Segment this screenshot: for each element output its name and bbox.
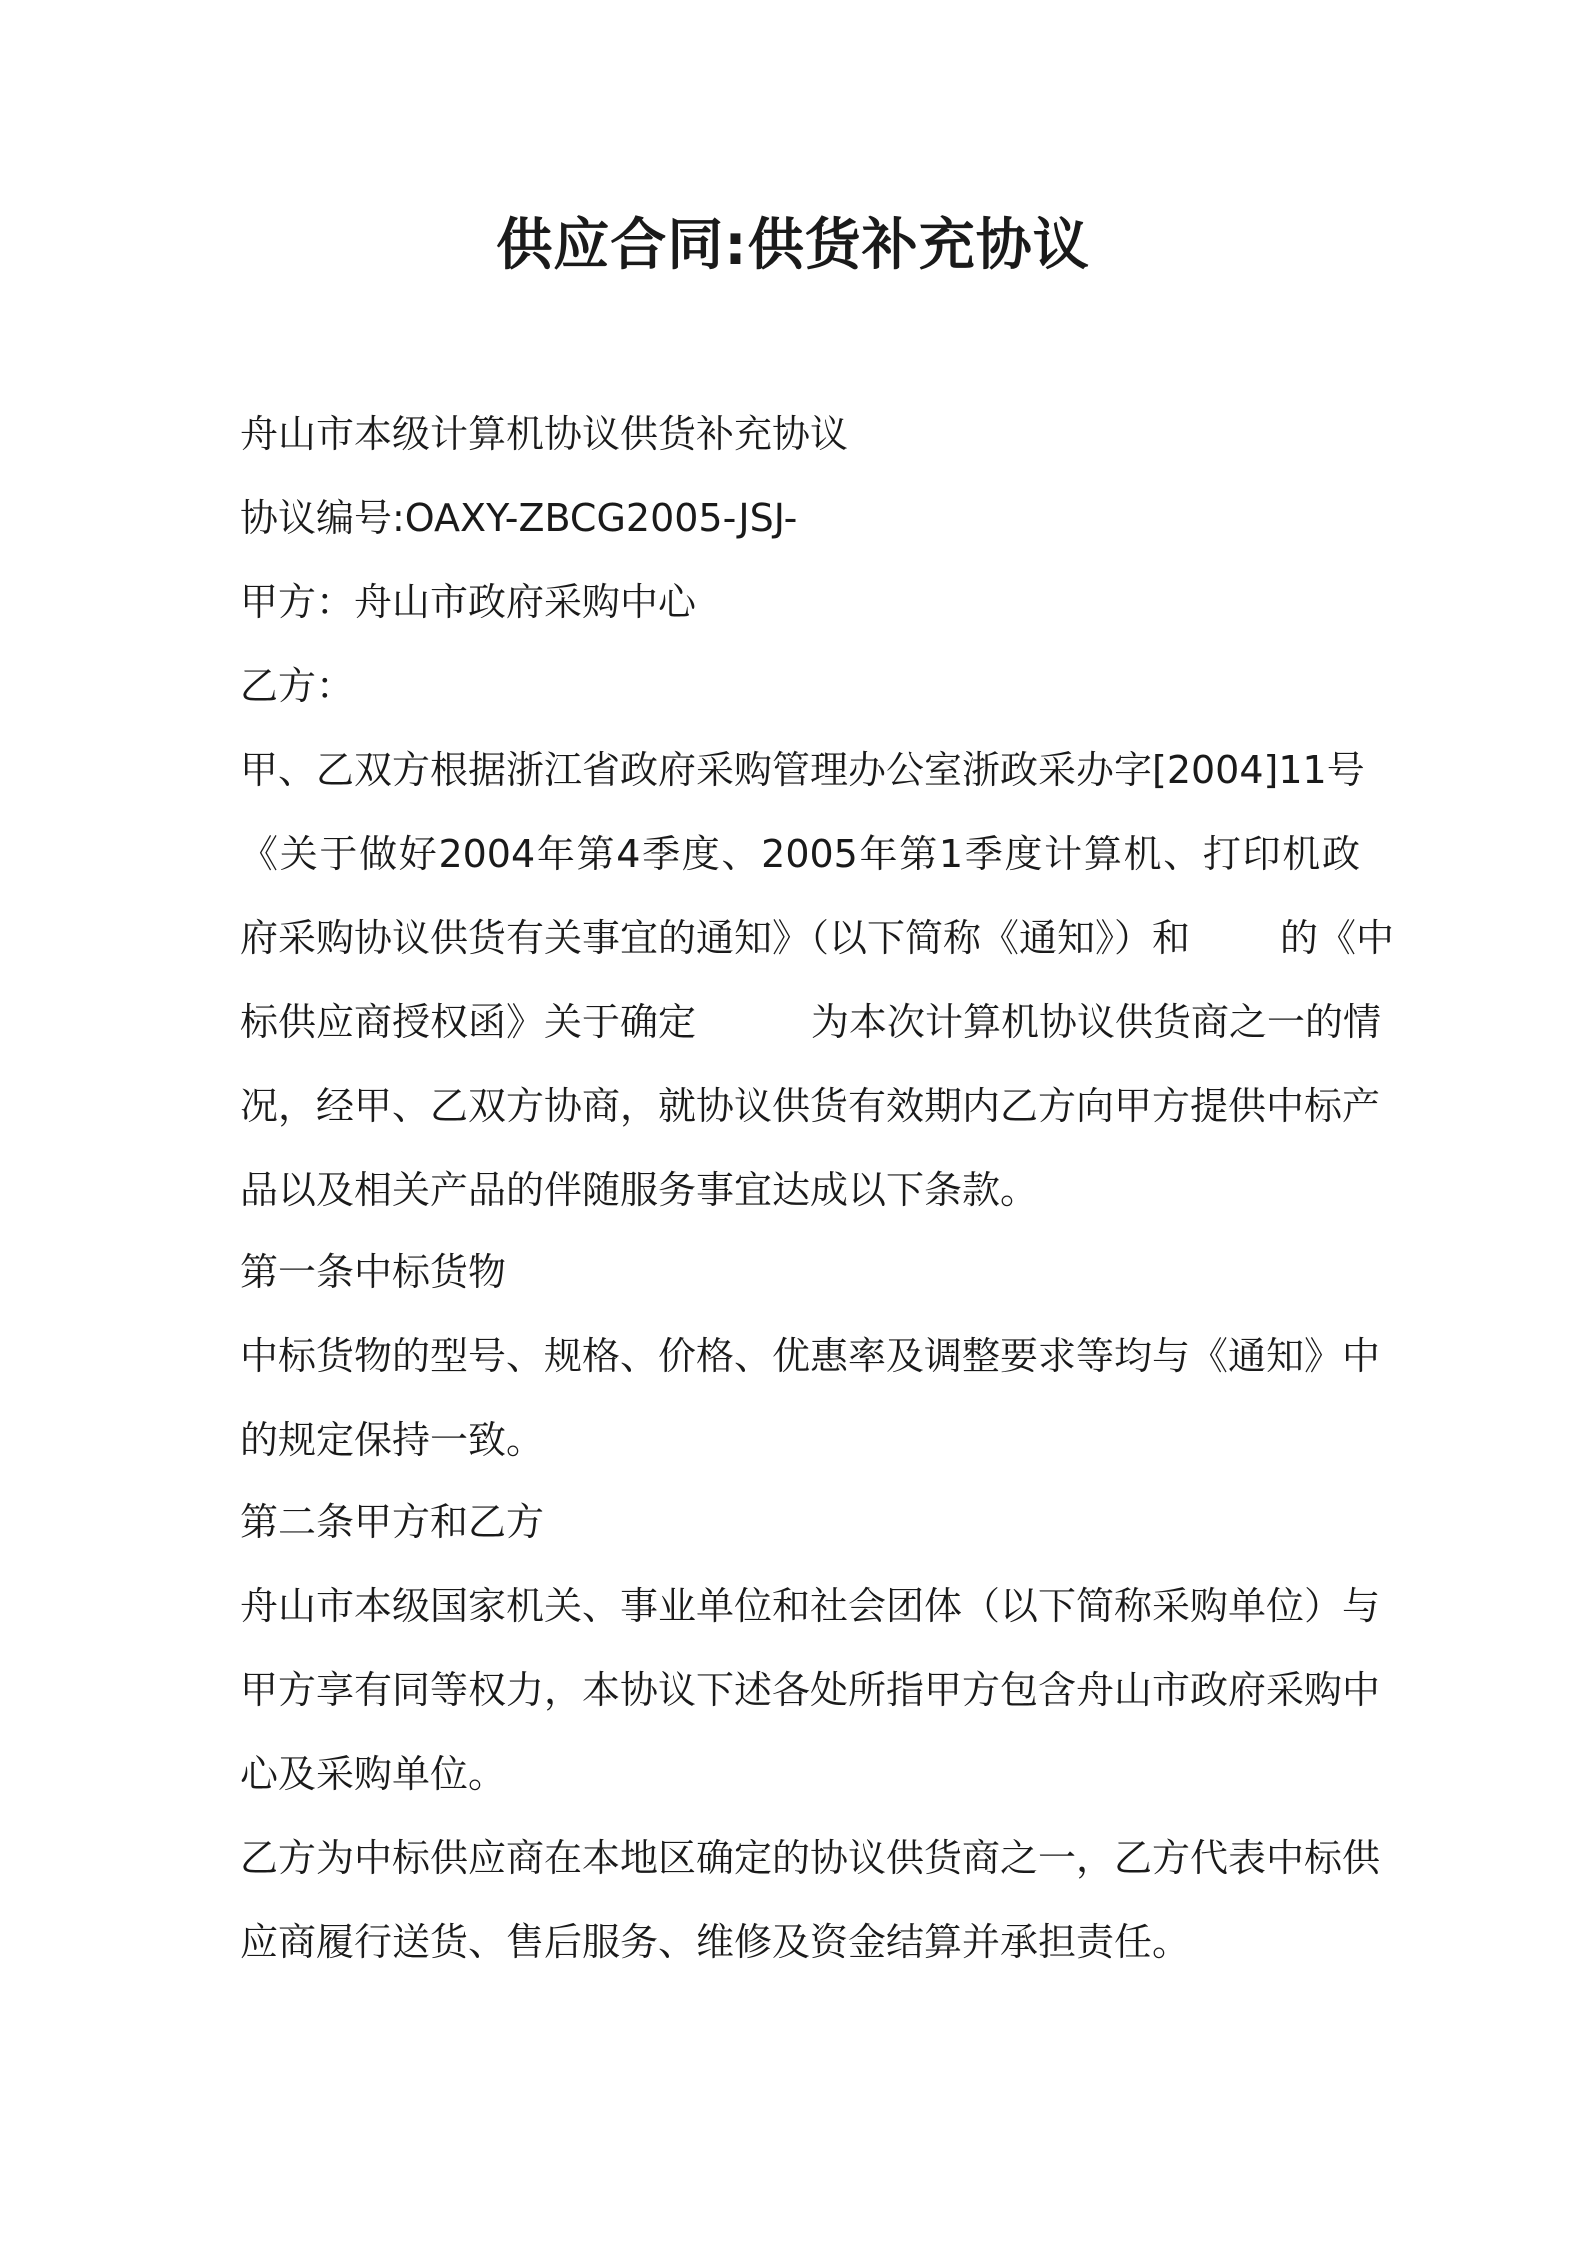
preamble-text: 的《中 bbox=[1280, 916, 1395, 960]
article-2-line: 乙方为中标供应商在本地区确定的协议供货商之一，乙方代表中标供 bbox=[240, 1836, 1381, 1880]
agreement-number: 协议编号:OAXY-ZBCG2005-JSJ- bbox=[240, 496, 798, 540]
preamble-line: 况，经甲、乙双方协商，就协议供货有效期内乙方向甲方提供中标产 bbox=[240, 1084, 1381, 1128]
article-1-line: 的规定保持一致。 bbox=[240, 1418, 545, 1462]
article-2-line: 甲方享有同等权力，本协议下述各处所指甲方包含舟山市政府采购中 bbox=[240, 1668, 1381, 1712]
article-2-line: 应商履行送货、售后服务、维修及资金结算并承担责任。 bbox=[240, 1920, 1191, 1964]
preamble-text: 为本次计算机协议供货商之一的情 bbox=[811, 1000, 1382, 1044]
article-2-line: 心及采购单位。 bbox=[240, 1752, 507, 1796]
article-1-line: 中标货物的型号、规格、价格、优惠率及调整要求等均与《通知》中 bbox=[240, 1334, 1381, 1378]
preamble-text: 标供应商授权函》关于确定 bbox=[240, 1000, 697, 1044]
article-2-line: 舟山市本级国家机关、事业单位和社会团体（以下简称采购单位）与 bbox=[240, 1584, 1381, 1628]
preamble-line: 甲、乙双方根据浙江省政府采购管理办公室浙政采办字[2004]11号 bbox=[240, 748, 1365, 792]
preamble-line bbox=[240, 994, 1382, 1050]
preamble-line bbox=[240, 910, 1395, 966]
preamble-line: 《关于做好2004年第4季度、2005年第1季度计算机、打印机政 bbox=[240, 832, 1360, 876]
agreement-subtitle: 舟山市本级计算机协议供货补充协议 bbox=[240, 412, 849, 456]
party-b: 乙方： bbox=[240, 664, 355, 708]
document-title: 供应合同:供货补充协议 bbox=[496, 213, 1090, 278]
article-2-heading: 第二条甲方和乙方 bbox=[240, 1500, 545, 1544]
preamble-line: 品以及相关产品的伴随服务事宜达成以下条款。 bbox=[240, 1168, 1039, 1212]
article-1-heading: 第一条中标货物 bbox=[240, 1250, 507, 1294]
party-a: 甲方：舟山市政府采购中心 bbox=[240, 580, 697, 624]
preamble-text: 府采购协议供货有关事宜的通知》（以下简称《通知》）和 bbox=[240, 916, 1191, 960]
